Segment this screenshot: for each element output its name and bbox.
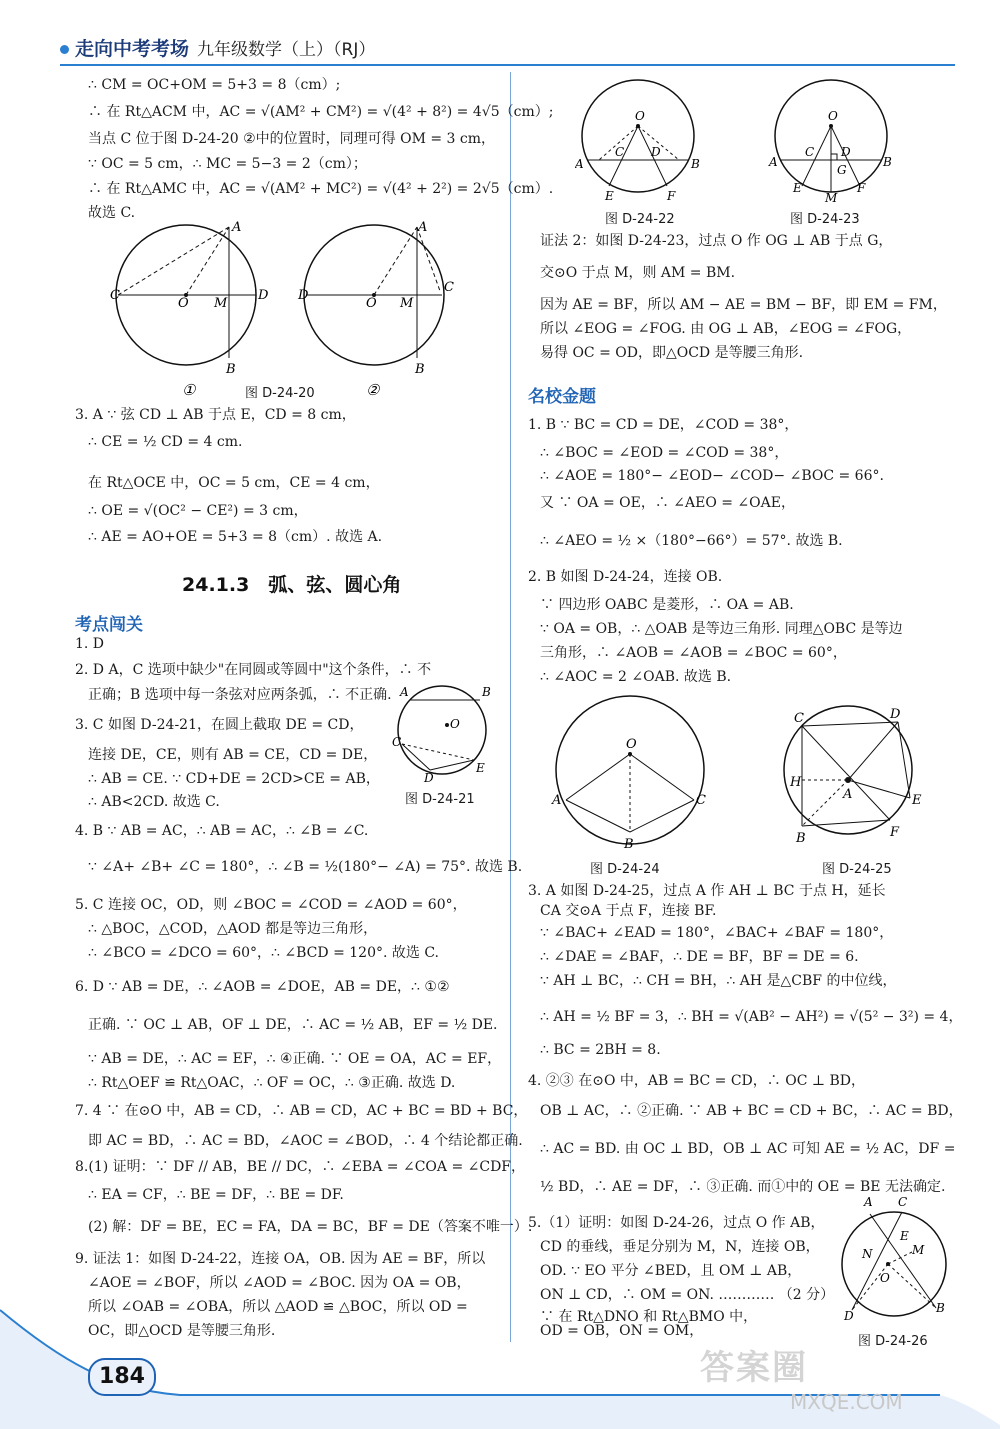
svg-text:M: M: [825, 191, 838, 205]
svg-text:A: A: [843, 787, 853, 802]
svg-text:D: D: [298, 288, 309, 303]
svg-text:E: E: [912, 793, 922, 808]
svg-text:O: O: [178, 296, 189, 311]
figure-d-24-21: [390, 680, 502, 786]
text-line: CD 的垂线，垂足分别为 M，N，连接 OB，: [540, 1239, 820, 1255]
svg-text:G: G: [837, 163, 847, 177]
svg-text:A: A: [232, 220, 242, 235]
svg-text:N: N: [862, 1247, 873, 1261]
figure-caption: 图 D-24-21: [405, 792, 475, 807]
text-line: ∴ CM = OC+OM = 5+3 = 8（cm）;: [88, 77, 341, 93]
svg-text:D: D: [651, 145, 661, 159]
svg-text:A: A: [552, 793, 562, 808]
text-line: ∴ ∠AEO = ½ ×（180°−66°）= 57°. 故选 B.: [540, 533, 843, 549]
text-line: ∵ AB = DE，∴ AC = EF，∴ ④正确. ∵ OE = OA，AC = EF，: [88, 1051, 502, 1067]
svg-text:C: C: [794, 711, 804, 726]
svg-text:O: O: [880, 1271, 890, 1285]
text-line: ∴ BC = 2BH = 8.: [540, 1042, 661, 1058]
fig-label-1: ①: [182, 381, 196, 399]
text-line: 9. 证法 1：如图 D-24-22，连接 OA，OB. 因为 AE = BF，所以: [75, 1251, 486, 1267]
bullet-icon: [60, 45, 69, 54]
text-line: 故选 C.: [88, 205, 136, 221]
text-line: ∴ AB<2CD. 故选 C.: [88, 794, 220, 810]
text-line: 在 Rt△OCE 中，OC = 5 cm，CE = 4 cm，: [88, 475, 380, 491]
svg-text:H: H: [790, 775, 802, 790]
svg-text:C: C: [392, 735, 402, 749]
figure-caption: 图 D-24-25: [822, 862, 892, 877]
text-line: 因为 AE = BF，所以 AM − AE = BM − BF，即 EM = FM，: [540, 297, 947, 313]
text-line: 所以 ∠EOG = ∠FOG. 由 OG ⊥ AB，∠EOG = ∠FOG，: [540, 321, 912, 337]
subsection-title: 考点闯关: [75, 615, 143, 635]
svg-text:B: B: [796, 831, 806, 846]
svg-text:F: F: [890, 825, 900, 840]
svg-text:B: B: [226, 362, 236, 377]
text-line: ∴ ∠BCO = ∠DCO = 60°，∴ ∠BCD = 120°. 故选 C.: [88, 945, 439, 961]
text-line: 正确；B 选项中每一条弦对应两条弧，∴ 不正确.: [88, 687, 392, 703]
text-line: ∴ ∠AOC = 2 ∠OAB. 故选 B.: [540, 669, 732, 685]
text-line: ∵ ∠BAC+ ∠EAD = 180°，∠BAC+ ∠BAF = 180°，: [540, 925, 894, 941]
text-line: 正确. ∵ OC ⊥ AB，OF ⊥ DE，∴ AC = ½ AB，EF = ½ DE.: [88, 1017, 498, 1033]
fig-label-2: ②: [366, 381, 380, 399]
text-line: 所以 ∠OAB = ∠OBA，所以 △AOD ≌ △BOC，所以 OD =: [88, 1299, 468, 1315]
text-line: ∴ ∠BOC = ∠EOD = ∠COD = 38°，: [540, 445, 789, 461]
svg-text:B: B: [883, 155, 892, 169]
text-line: 6. D ∵ AB = DE，∴ ∠AOB = ∠DOE，AB = DE，∴ ①②: [75, 979, 450, 995]
text-line: ∴ △BOC，△COD，△AOD 都是等边三角形，: [88, 921, 378, 937]
svg-text:O: O: [450, 717, 460, 731]
svg-text:C: C: [898, 1195, 908, 1209]
text-line: 三角形，∴ ∠AOB = ∠AOB = ∠BOC = 60°，: [540, 645, 847, 661]
svg-text:O: O: [635, 109, 645, 123]
figure-d-24-22-23: [575, 76, 905, 206]
text-line: OC，即△OCD 是等腰三角形.: [88, 1323, 276, 1339]
text-line: ON ⊥ CD，∴ OM = ON. ………… （2 分）: [540, 1287, 835, 1303]
text-line: 2. B 如图 D-24-24，连接 OB.: [528, 569, 723, 585]
figure-caption: 图 D-24-20: [245, 386, 315, 401]
text-line: ∴ 在 Rt△ACM 中，AC = √(AM² + CM²) = √(4² + 8²) = 4√5（cm）;: [88, 104, 554, 120]
text-line: ∴ 在 Rt△AMC 中，AC = √(AM² + MC²) = √(4² + 2²) = 2√5（cm）.: [88, 181, 554, 197]
svg-text:C: C: [805, 145, 815, 159]
svg-text:B: B: [691, 157, 700, 171]
text-line: ∴ AH = ½ BF = 3，∴ BH = √(AB² − AH²) = √(5² − 3²) = 4，: [540, 1009, 963, 1025]
page-number: 184: [88, 1358, 156, 1396]
text-line: ∴ AE = AO+OE = 5+3 = 8（cm）. 故选 A.: [88, 529, 383, 545]
svg-text:C: C: [444, 280, 454, 295]
svg-text:E: E: [605, 189, 614, 203]
figure-d-24-24-25: [540, 690, 950, 852]
text-line: ∵ AH ⊥ BC，∴ CH = BH，∴ AH 是△CBF 的中位线，: [540, 973, 897, 989]
text-line: 7. 4 ∵ 在⊙O 中，AB = CD，∴ AB = CD，AC + BC = BD + BC，: [75, 1103, 528, 1119]
text-line: 4. ②③ 在⊙O 中，AB = BC = CD，∴ OC ⊥ BD，: [528, 1073, 865, 1089]
section-title: 24.1.3 弧、弦、圆心角: [182, 574, 402, 596]
text-line: 易得 OC = OD，即△OCD 是等腰三角形.: [540, 345, 804, 361]
text-line: 即 AC = BD，∴ AC = BD，∠AOC = ∠BOD，∴ 4 个结论都正确.: [88, 1133, 523, 1149]
header-rule: [60, 64, 955, 66]
text-line: ∴ ∠DAE = ∠BAF，∴ DE = BF，BF = DE = 6.: [540, 949, 859, 965]
page-header: [60, 34, 375, 61]
text-line: 1. D: [75, 636, 105, 652]
figure-caption: 图 D-24-24: [590, 862, 660, 877]
figure-caption: 图 D-24-22: [605, 212, 675, 227]
text-line: 4. B ∵ AB = AC，∴ AB = AC，∴ ∠B = ∠C.: [75, 823, 369, 839]
text-line: 8.(1) 证明：∵ DF // AB，BE // DC，∴ ∠EBA = ∠COA = ∠CDF，: [75, 1159, 526, 1175]
text-line: ∵ OC = 5 cm，∴ MC = 5−3 = 2（cm）；: [88, 156, 367, 172]
column-divider: [510, 72, 511, 1342]
svg-text:M: M: [912, 1243, 925, 1257]
text-line: OB ⊥ AC，∴ ②正确. ∵ AB + BC = CD + BC，∴ AC = BD，: [540, 1103, 963, 1119]
text-line: CA 交⊙A 于点 F，连接 BF.: [540, 903, 717, 919]
svg-text:E: E: [476, 761, 485, 775]
text-line: ∠AOE = ∠BOF，所以 ∠AOD = ∠BOC. 因为 OA = OB，: [88, 1275, 471, 1291]
text-line: 3. C 如图 D-24-21，在圆上截取 DE = CD，: [75, 717, 364, 733]
text-line: 5.（1）证明：如图 D-24-26，过点 O 作 AB，: [528, 1215, 825, 1231]
subsection-title: 名校金题: [528, 387, 596, 407]
svg-text:A: A: [400, 685, 409, 699]
svg-text:D: D: [844, 1309, 854, 1323]
svg-text:C: C: [696, 793, 706, 808]
text-line: ∴ AB = CE. ∵ CD+DE = 2CD>CE = AB，: [88, 771, 380, 787]
text-line: ∵ 在 Rt△DNO 和 Rt△BMO 中，: [540, 1309, 758, 1325]
text-line: 证法 2：如图 D-24-23，过点 O 作 OG ⊥ AB 于点 G，: [540, 233, 893, 249]
text-line: (2) 解：DF = BE，EC = FA，DA = BC，BF = DE（答案不唯一）.: [88, 1219, 533, 1235]
text-line: 3. A ∵ 弦 CD ⊥ AB 于点 E，CD = 8 cm，: [75, 407, 356, 423]
text-line: 3. A 如图 D-24-25，过点 A 作 AH ⊥ BC 于点 H，延长: [528, 883, 886, 899]
svg-text:A: A: [864, 1195, 873, 1209]
svg-text:D: D: [424, 771, 434, 785]
svg-text:B: B: [624, 837, 634, 852]
text-line: ∴ AC = BD. 由 OC ⊥ BD，OB ⊥ AC 可知 AE = ½ AC，DF =: [540, 1141, 956, 1157]
svg-text:O: O: [828, 109, 838, 123]
text-line: ∵ 四边形 OABC 是菱形，∴ OA = AB.: [540, 597, 794, 613]
svg-text:B: B: [415, 362, 425, 377]
watermark-url: MXQE.COM: [790, 1390, 903, 1414]
svg-text:F: F: [667, 189, 676, 203]
text-line: ∵ ∠A+ ∠B+ ∠C = 180°，∴ ∠B = ½(180°− ∠A) = 75°. 故选 B.: [88, 859, 523, 875]
watermark-logo: 答案圈: [700, 1348, 808, 1388]
text-line: 交⊙O 于点 M，则 AM = BM.: [540, 265, 736, 281]
text-line: 连接 DE，CE，则有 AB = CE，CD = DE，: [88, 747, 378, 763]
text-line: ½ BD，∴ AE = DF，∴ ③正确. 而①中的 OE = BE 无法确定.: [540, 1179, 946, 1195]
svg-text:A: A: [418, 220, 428, 235]
svg-text:O: O: [626, 737, 637, 752]
book-title: 走向中考考场: [75, 38, 190, 60]
svg-text:C: C: [615, 145, 625, 159]
book-subtitle: 九年级数学（上）（RJ）: [197, 40, 376, 60]
figure-d-24-20: [110, 215, 480, 400]
svg-text:E: E: [900, 1229, 909, 1243]
svg-text:A: A: [575, 157, 584, 171]
svg-text:M: M: [400, 296, 414, 311]
svg-text:O: O: [366, 296, 377, 311]
text-line: ∴ OE = √(OC² − CE²) = 3 cm，: [88, 503, 308, 519]
svg-text:E: E: [793, 181, 802, 195]
text-line: 1. B ∵ BC = CD = DE，∠COD = 38°，: [528, 417, 799, 433]
figure-caption: 图 D-24-26: [858, 1334, 928, 1349]
text-line: ∴ Rt△OEF ≌ Rt△OAC，∴ OF = OC，∴ ③正确. 故选 D.: [88, 1075, 456, 1091]
text-line: 当点 C 位于图 D-24-20 ②中的位置时，同理可得 OM = 3 cm，: [88, 131, 496, 147]
svg-text:F: F: [857, 181, 866, 195]
svg-text:M: M: [214, 296, 228, 311]
text-line: ∵ OA = OB，∴ △OAB 是等边三角形. 同理△OBC 是等边: [540, 621, 903, 637]
text-line: ∴ CE = ½ CD = 4 cm.: [88, 434, 243, 450]
svg-text:D: D: [890, 707, 901, 722]
svg-text:A: A: [769, 155, 778, 169]
text-line: ∴ EA = CF，∴ BE = DF，∴ BE = DF.: [88, 1187, 344, 1203]
text-line: 又 ∵ OA = OE，∴ ∠AEO = ∠OAE，: [540, 495, 795, 511]
text-line: OD. ∵ EO 平分 ∠BED，且 OM ⊥ AB，: [540, 1263, 802, 1279]
text-line: 5. C 连接 OC，OD，则 ∠BOC = ∠COD = ∠AOD = 60°，: [75, 897, 467, 913]
text-line: OD = OB，ON = OM，: [540, 1323, 704, 1339]
svg-text:D: D: [258, 288, 269, 303]
text-line: 2. D A，C 选项中缺少"在同圆或等圆中"这个条件，∴ 不: [75, 662, 432, 678]
text-line: ∴ ∠AOE = 180°− ∠EOD− ∠COD− ∠BOC = 66°.: [540, 468, 884, 484]
svg-text:D: D: [841, 145, 851, 159]
svg-text:B: B: [482, 685, 491, 699]
svg-text:C: C: [110, 288, 120, 303]
svg-text:B: B: [936, 1301, 945, 1315]
figure-caption: 图 D-24-23: [790, 212, 860, 227]
